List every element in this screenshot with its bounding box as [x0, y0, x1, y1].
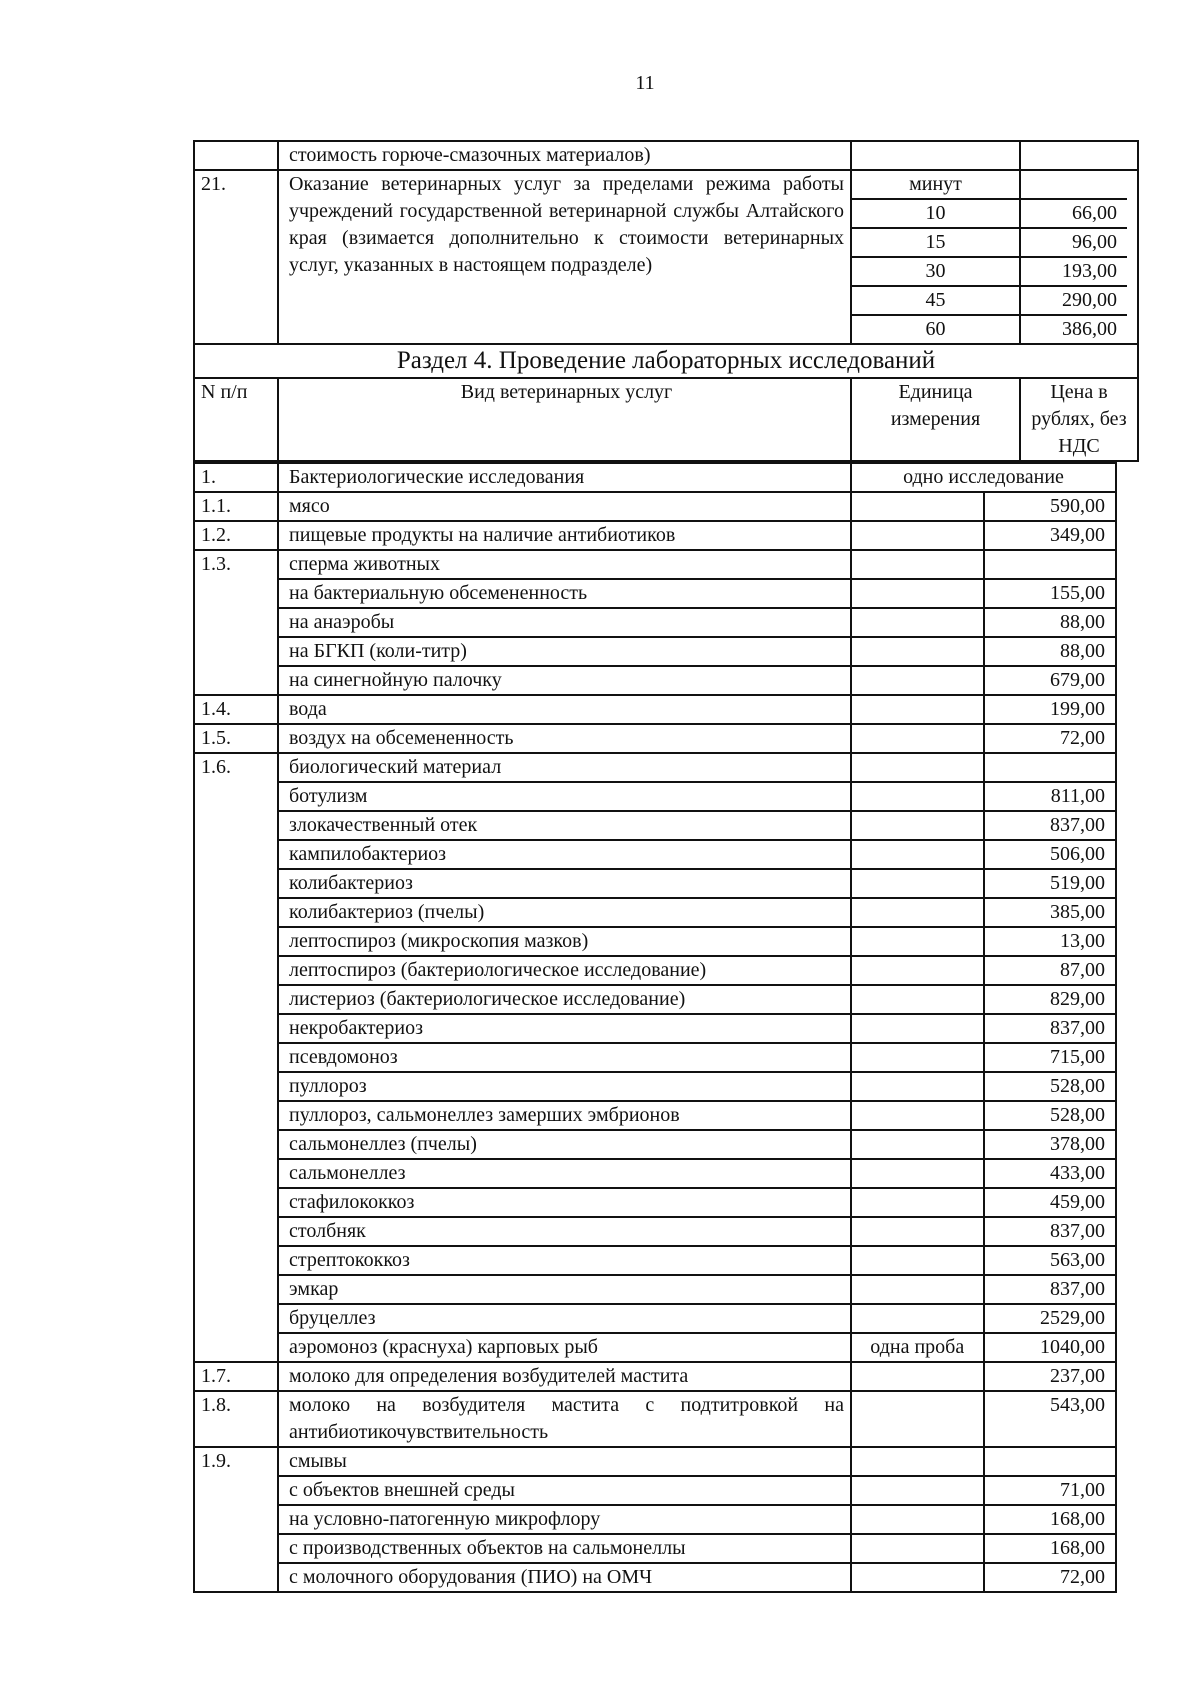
service-cell: колибактериоз [278, 869, 851, 898]
price-cell: 290,00 [1021, 287, 1127, 316]
table-row [194, 579, 1116, 608]
unit-cell [851, 811, 984, 840]
header-service: Вид ветеринарных услуг [278, 378, 851, 461]
unit-cell [851, 1362, 984, 1391]
unit-cell [851, 637, 984, 666]
price-cell: 506,00 [984, 840, 1117, 869]
unit-cell: 10 [852, 200, 1019, 229]
service-cell: молоко на возбудителя мастита с подтитровкой на антибиотикочувствительность [278, 1391, 851, 1447]
price-cell: 386,00 [1062, 318, 1117, 340]
table-row [194, 1101, 1116, 1130]
price-cell: 96,00 [1021, 229, 1127, 258]
num-cell [194, 782, 278, 811]
num-cell: 1.6. [194, 753, 278, 782]
num-cell [194, 1563, 278, 1592]
unit-cell [851, 666, 984, 695]
table-row [194, 1333, 1116, 1362]
service-cell: пуллороз, сальмонеллез замерших эмбрионов [278, 1101, 851, 1130]
unit-cell [851, 1304, 984, 1333]
table-row [194, 985, 1116, 1014]
unit-cell [851, 753, 984, 782]
num-cell [194, 985, 278, 1014]
table-row [194, 1391, 1116, 1447]
num-cell: 1.1. [194, 492, 278, 521]
service-cell: вода [278, 695, 851, 724]
table-row [194, 141, 1138, 170]
unit-cell [851, 1188, 984, 1217]
num-cell: 1. [194, 463, 278, 492]
price-cell: 72,00 [984, 1563, 1117, 1592]
table-row [194, 1043, 1116, 1072]
service-cell: сальмонеллез [278, 1159, 851, 1188]
price-cell: 563,00 [984, 1246, 1117, 1275]
service-cell: некробактериоз [278, 1014, 851, 1043]
unit-cell: 60 [925, 318, 946, 340]
table-row [194, 550, 1116, 579]
price-cell: 837,00 [984, 1014, 1117, 1043]
service-cell: мясо [278, 492, 851, 521]
price-cell: 193,00 [1021, 258, 1127, 287]
service-cell: кампилобактериоз [278, 840, 851, 869]
service-cell: псевдомоноз [278, 1043, 851, 1072]
table-row [194, 1159, 1116, 1188]
unit-cell: 15 [852, 229, 1019, 258]
unit-cell [851, 608, 984, 637]
table-row [194, 753, 1116, 782]
num-cell [194, 840, 278, 869]
unit-cell [851, 869, 984, 898]
table-row [194, 1362, 1116, 1391]
price-cell: 590,00 [984, 492, 1117, 521]
service-cell: с производственных объектов на сальмонеллы [278, 1534, 851, 1563]
unit-cell [851, 550, 984, 579]
table-row [194, 811, 1116, 840]
unit-cell: одно исследование [851, 463, 1116, 492]
header-unit: Единица измерения [851, 378, 1020, 461]
page-number: 11 [635, 72, 655, 94]
service-cell: пищевые продукты на наличие антибиотиков [278, 521, 851, 550]
price-cell: 543,00 [984, 1391, 1117, 1447]
unit-cell: 30 [852, 258, 1019, 287]
item21-row [194, 170, 1138, 344]
price-table-top [193, 140, 1139, 462]
unit-cell: минут [852, 171, 1019, 200]
num-cell [194, 1304, 278, 1333]
unit-cell: одна проба [851, 1333, 984, 1362]
service-cell: листериоз (бактериологическое исследование) [278, 985, 851, 1014]
service-cell: ботулизм [278, 782, 851, 811]
service-cell: столбняк [278, 1217, 851, 1246]
unit-cell [851, 141, 1020, 170]
price-cell: 349,00 [984, 521, 1117, 550]
price-cell: 72,00 [984, 724, 1117, 753]
service-cell: стоимость горюче-смазочных материалов) [278, 141, 851, 170]
service-cell: с молочного оборудования (ПИО) на ОМЧ [278, 1563, 851, 1592]
table-row [194, 869, 1116, 898]
price-cell: 155,00 [984, 579, 1117, 608]
num-cell: 1.3. [194, 550, 278, 579]
price-cell: 528,00 [984, 1101, 1117, 1130]
price-cell: 837,00 [984, 811, 1117, 840]
num-cell [194, 1014, 278, 1043]
service-cell: на синегнойную палочку [278, 666, 851, 695]
price-cell: 433,00 [984, 1159, 1117, 1188]
unit-cell [851, 927, 984, 956]
num-cell: 1.2. [194, 521, 278, 550]
table-row [194, 724, 1116, 753]
num-cell [194, 898, 278, 927]
service-cell: аэромоноз (краснуха) карповых рыб [278, 1333, 851, 1362]
table-row [194, 1476, 1116, 1505]
price-cell: 87,00 [984, 956, 1117, 985]
service-cell: биологический материал [278, 753, 851, 782]
price-cell: 829,00 [984, 985, 1117, 1014]
table-row [194, 1217, 1116, 1246]
price-cell [984, 550, 1117, 579]
unit-cell [851, 1563, 984, 1592]
prices-stack [1020, 170, 1138, 344]
unit-cell: 45 [852, 287, 1019, 316]
table-row [194, 1246, 1116, 1275]
num-cell [194, 1505, 278, 1534]
service-cell: стрептококкоз [278, 1246, 851, 1275]
service-cell: Бактериологические исследования [278, 463, 851, 492]
price-cell: 66,00 [1021, 200, 1127, 229]
unit-cell [851, 1391, 984, 1447]
num-cell [194, 1275, 278, 1304]
header-row [194, 378, 1138, 461]
table-row [194, 1304, 1116, 1333]
section-row [194, 344, 1138, 378]
num-cell [194, 608, 278, 637]
price-cell [1020, 141, 1138, 170]
unit-cell [851, 1476, 984, 1505]
unit-cell [851, 1275, 984, 1304]
table-row [194, 1534, 1116, 1563]
table-row [194, 1275, 1116, 1304]
num-cell: 21. [194, 170, 278, 344]
service-cell: стафилококкоз [278, 1188, 851, 1217]
num-cell [194, 1217, 278, 1246]
num-cell [194, 1476, 278, 1505]
price-cell: 1040,00 [984, 1333, 1117, 1362]
price-cell: 88,00 [984, 608, 1117, 637]
service-cell: на условно-патогенную микрофлору [278, 1505, 851, 1534]
table-row [194, 521, 1116, 550]
num-cell [194, 1333, 278, 1362]
price-cell: 88,00 [984, 637, 1117, 666]
num-cell [194, 1072, 278, 1101]
table-row [194, 840, 1116, 869]
table-row [194, 927, 1116, 956]
price-cell: 715,00 [984, 1043, 1117, 1072]
section-title: Раздел 4. Проведение лабораторных исследований [194, 344, 1138, 378]
minutes-stack [851, 170, 1020, 344]
num-cell: 1.9. [194, 1447, 278, 1476]
num-cell [194, 1246, 278, 1275]
price-cell: 71,00 [984, 1476, 1117, 1505]
table-row [194, 492, 1116, 521]
unit-cell [851, 782, 984, 811]
price-cell: 459,00 [984, 1188, 1117, 1217]
unit-cell [851, 956, 984, 985]
table-row [194, 956, 1116, 985]
unit-cell [851, 724, 984, 753]
price-cell [1021, 171, 1127, 200]
table-row [194, 1447, 1116, 1476]
num-cell [194, 637, 278, 666]
num-cell [194, 1534, 278, 1563]
service-cell: пуллороз [278, 1072, 851, 1101]
num-cell [194, 579, 278, 608]
price-cell: 199,00 [984, 695, 1117, 724]
price-cell: 519,00 [984, 869, 1117, 898]
unit-cell [851, 695, 984, 724]
unit-cell [851, 1217, 984, 1246]
price-cell: 237,00 [984, 1362, 1117, 1391]
price-cell: 837,00 [984, 1217, 1117, 1246]
service-cell: злокачественный отек [278, 811, 851, 840]
table-row [194, 1563, 1116, 1592]
unit-cell [851, 1534, 984, 1563]
unit-cell [851, 985, 984, 1014]
table-row [194, 1072, 1116, 1101]
service-cell: с объектов внешней среды [278, 1476, 851, 1505]
header-num: N п/п [194, 378, 278, 461]
header-price: Цена в рублях, без НДС [1020, 378, 1138, 461]
service-cell: на бактериальную обсемененность [278, 579, 851, 608]
service-cell: Оказание ветеринарных услуг за пределами режима работы учреждений государственной ветеринарной службы Алтайского края (взимается дополнительно к стоимости ветеринарных услуг, указанных в настоящем подразделе) [278, 170, 851, 344]
unit-cell [851, 898, 984, 927]
price-document [193, 140, 1127, 1593]
price-cell: 168,00 [984, 1505, 1117, 1534]
unit-cell [851, 1043, 984, 1072]
service-cell: бруцеллез [278, 1304, 851, 1333]
service-cell: молоко для определения возбудителей мастита [278, 1362, 851, 1391]
service-cell: эмкар [278, 1275, 851, 1304]
price-cell: 13,00 [984, 927, 1117, 956]
price-cell: 679,00 [984, 666, 1117, 695]
service-cell: колибактериоз (пчелы) [278, 898, 851, 927]
num-cell [194, 956, 278, 985]
price-cell: 378,00 [984, 1130, 1117, 1159]
price-cell [984, 753, 1117, 782]
unit-cell [851, 1130, 984, 1159]
table-row [194, 898, 1116, 927]
service-cell: лептоспироз (микроскопия мазков) [278, 927, 851, 956]
num-cell [194, 811, 278, 840]
num-cell [194, 1043, 278, 1072]
num-cell [194, 1188, 278, 1217]
num-cell [194, 1130, 278, 1159]
table-row [194, 637, 1116, 666]
service-cell: сальмонеллез (пчелы) [278, 1130, 851, 1159]
table-row [194, 463, 1116, 492]
num-cell [194, 141, 278, 170]
table-row [194, 608, 1116, 637]
unit-cell [851, 1072, 984, 1101]
num-cell: 1.5. [194, 724, 278, 753]
table-row [194, 1188, 1116, 1217]
unit-cell [851, 579, 984, 608]
num-cell [194, 927, 278, 956]
table-row [194, 1014, 1116, 1043]
num-cell: 1.4. [194, 695, 278, 724]
price-cell: 385,00 [984, 898, 1117, 927]
num-cell: 1.7. [194, 1362, 278, 1391]
unit-cell [851, 1246, 984, 1275]
unit-cell [851, 1101, 984, 1130]
table-row [194, 782, 1116, 811]
table-row [194, 1505, 1116, 1534]
price-cell [984, 1447, 1117, 1476]
num-cell [194, 869, 278, 898]
service-cell: сперма животных [278, 550, 851, 579]
price-cell: 837,00 [984, 1275, 1117, 1304]
unit-cell [851, 1505, 984, 1534]
service-cell: лептоспироз (бактериологическое исследование) [278, 956, 851, 985]
unit-cell [851, 1159, 984, 1188]
num-cell [194, 666, 278, 695]
table-row [194, 666, 1116, 695]
price-cell: 2529,00 [984, 1304, 1117, 1333]
price-cell: 528,00 [984, 1072, 1117, 1101]
num-cell: 1.8. [194, 1391, 278, 1447]
num-cell [194, 1101, 278, 1130]
price-cell: 168,00 [984, 1534, 1117, 1563]
num-cell [194, 1159, 278, 1188]
service-cell: воздух на обсемененность [278, 724, 851, 753]
unit-cell [851, 521, 984, 550]
service-cell: на анаэробы [278, 608, 851, 637]
table-row [194, 1130, 1116, 1159]
unit-cell [851, 492, 984, 521]
unit-cell [851, 1014, 984, 1043]
price-table-rows [193, 462, 1117, 1593]
service-cell: на БГКП (коли-титр) [278, 637, 851, 666]
service-cell: смывы [278, 1447, 851, 1476]
unit-cell [851, 1447, 984, 1476]
table-row [194, 695, 1116, 724]
price-cell: 811,00 [984, 782, 1117, 811]
unit-cell [851, 840, 984, 869]
